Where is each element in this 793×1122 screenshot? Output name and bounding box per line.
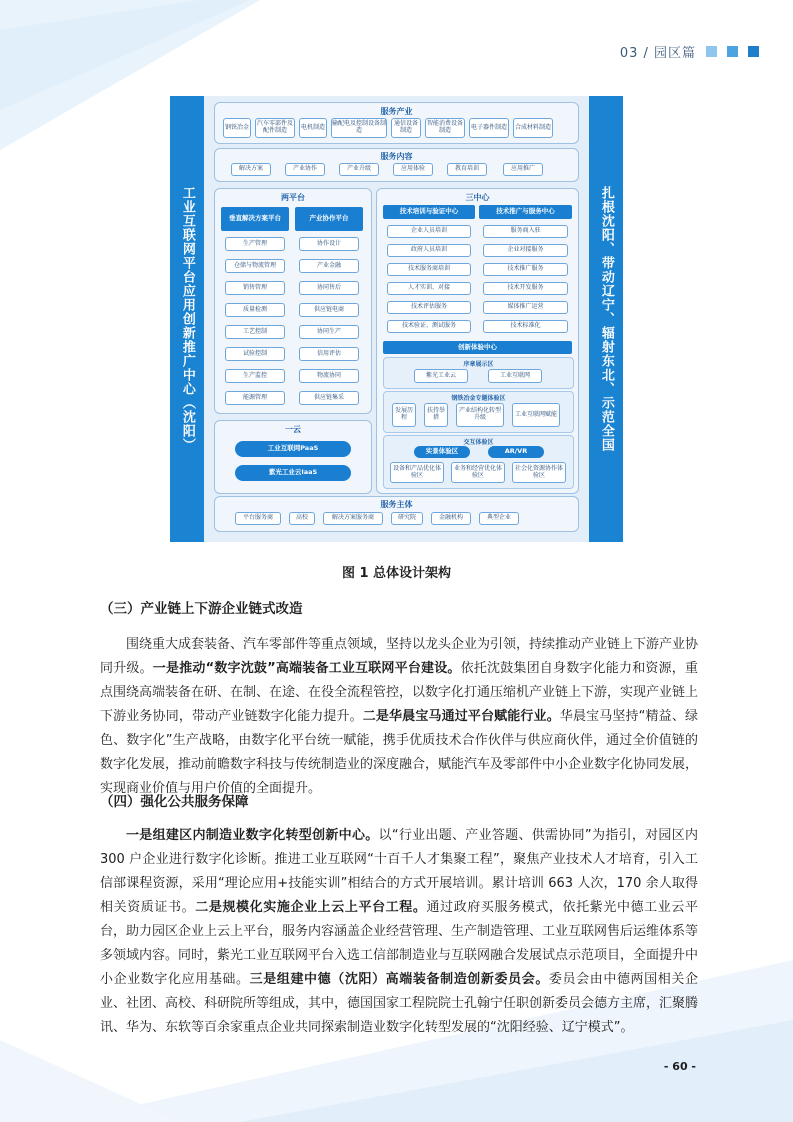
industry-item: 汽车零部件及配件制造 — [255, 118, 295, 138]
steel-item: 扶持举措 — [424, 403, 448, 427]
steel-experience-area — [383, 391, 574, 433]
platform-item: 试验控制 — [225, 347, 285, 361]
platform-item: 生产监控 — [225, 369, 285, 383]
content-item: 产业升级 — [339, 163, 379, 176]
platform-item: 供应链集采 — [299, 391, 359, 405]
steel-item: 发展历程 — [392, 403, 416, 427]
subject-item: 高校 — [289, 512, 315, 525]
subject-item: 平台服务商 — [235, 512, 281, 525]
platform-item: 销售管理 — [225, 281, 285, 295]
paragraph-text: 委员会由中德两国相关企业、社团、高校、科研院所等组成，其中，德国国家工程院院士孔翰宁任职创新委员会德方主席，汇聚腾讯、华为、东软等百余家重点企业共同探索制造业数字化转型发展的“沈阳经验、辽宁模式”。 — [100, 972, 699, 1035]
service-subject-section — [214, 496, 579, 532]
interactive-item: AR/VR — [488, 446, 544, 458]
header-square-icon — [727, 46, 738, 57]
center-item: 媒体推广运营 — [483, 301, 568, 314]
center-column-head: 技术推广与服务中心 — [479, 205, 572, 219]
service-industry-title: 服务产业 — [380, 107, 413, 116]
platform-item: 能源管理 — [225, 391, 285, 405]
center-item: 服务商入驻 — [483, 225, 568, 238]
experience-item: 业务和经营优化体验区 — [451, 462, 505, 483]
platform-item: 协同售后 — [299, 281, 359, 295]
center-item: 技术验证、测试服务 — [387, 320, 471, 333]
paragraph-text: 依托沈鼓集团自身数字化能力和资源，重点围绕高端装备在研、在制、在途、在役全流程管控，以数字化打通压缩机产业链上下游，实现产业链上下游业务协同，带动产业链数字化能力提升。 — [100, 661, 699, 724]
interactive-area-title: 交互体验区 — [463, 439, 494, 446]
cloud-item: 工业互联网PaaS — [235, 441, 351, 457]
industry-item: 智能消费设备制造 — [425, 118, 465, 138]
experience-item: 设备和产品优化体验区 — [390, 462, 444, 483]
industry-item: 电机制造 — [299, 118, 327, 138]
three-centers-section — [376, 188, 579, 494]
center-item: 技术标准化 — [483, 320, 568, 333]
platform-item: 供应链电商 — [299, 303, 359, 317]
subject-item: 解决方案服务商 — [323, 512, 383, 525]
cloud-item: 紫光工业云IaaS — [235, 465, 351, 481]
innovation-center-head: 创新体验中心 — [383, 341, 572, 354]
showroom-item: 紫光工业云 — [414, 369, 468, 383]
platform-item: 物流协同 — [299, 369, 359, 383]
platform-item: 质量检测 — [225, 303, 285, 317]
platform-column-head: 垂直解决方案平台 — [221, 207, 289, 231]
steel-area-title: 钢铁冶金专题体验区 — [451, 395, 506, 402]
steel-item: 产业结构化转型升级 — [456, 403, 504, 427]
two-platforms-section — [214, 188, 372, 414]
paragraph-bold-text: 一是推动“数字沈鼓”高端装备工业互联网平台建设。 — [152, 661, 461, 676]
center-item: 技术评估服务 — [387, 301, 471, 314]
section-label: 03 / 园区篇 — [619, 46, 696, 61]
architecture-figure — [170, 96, 623, 542]
center-item: 人才实训、对接 — [387, 282, 471, 295]
content-item: 解决方案 — [231, 163, 271, 176]
left-banner: 工业互联网平台应用创新推广中心（沈阳） — [170, 96, 204, 542]
paragraph-text: 以“行业出题、产业答题、供需协同”为指引，对园区内 300 户企业进行数字化诊断。推进工业互联网“十百千人才集聚工程”，聚焦产业技术人才培育，引入工信部课程资源，采用“理论应用+技能实训”相结合的方式开展培训。累计培训 663 人次，170 余人取得相关资质证书。 — [100, 828, 698, 915]
interactive-item: 实景体验区 — [414, 446, 470, 458]
platform-item: 生产管理 — [225, 237, 285, 251]
paragraph-bold-text: 一是组建区内制造业数字化转型创新中心。 — [126, 828, 379, 843]
content-item: 应用推广 — [503, 163, 543, 176]
service-subject-title: 服务主体 — [380, 500, 413, 509]
industry-item: 钢铁冶金 — [223, 118, 251, 138]
platform-item: 产业金融 — [299, 259, 359, 273]
platform-item: 协同生产 — [299, 325, 359, 339]
right-banner: 扎根沈阳、带动辽宁、辐射东北、示范全国 — [589, 96, 623, 542]
industry-item: 输配电及控制设备制造 — [331, 118, 387, 138]
three-centers-title: 三中心 — [465, 193, 490, 202]
paragraph-text: 通过政府买服务模式，依托紫光中德工业云平台，助力园区企业上云上平台，服务内容涵盖企业经营管理、生产制造管理、工业互联网售后运维体系等多领域内容。同时，紫光工业互联网平台入选工信部制造业与互联网融合发展试点示范项目，全面提升中小企业数字化应用基础。 — [100, 900, 699, 987]
industry-item: 合成材料制造 — [513, 118, 553, 138]
interactive-experience-area — [383, 435, 574, 489]
showroom-title: 序章展示区 — [463, 361, 494, 368]
section-paragraph — [100, 824, 698, 1040]
experience-item: 社会化资源协作体验区 — [512, 462, 566, 483]
figure-caption: 图 1 总体设计架构 — [341, 566, 452, 581]
two-platforms-title: 两平台 — [281, 193, 305, 202]
paragraph-bold-text: 三是组建中德（沈阳）高端装备制造创新委员会。 — [249, 972, 549, 987]
center-item: 技术服务商培训 — [387, 263, 471, 276]
steel-item: 工业互联网赋能 — [512, 403, 560, 427]
center-item: 技术推广服务 — [483, 263, 568, 276]
center-item: 政府人员培训 — [387, 244, 471, 257]
content-item: 产业协作 — [285, 163, 325, 176]
section-heading: （三）产业链上下游企业链式改造 — [100, 601, 303, 617]
content-item: 教育培训 — [447, 163, 487, 176]
subject-item: 典型企业 — [479, 512, 519, 525]
header-square-icon — [748, 46, 759, 57]
content-item: 应用体验 — [393, 163, 433, 176]
platform-item: 工艺控制 — [225, 325, 285, 339]
paragraph-text: 围绕重大成套装备、汽车零部件等重点领域，坚持以龙头企业为引领，持续推动产业链上下游产业协同升级。 — [100, 637, 699, 676]
industry-item: 电子器件制造 — [469, 118, 509, 138]
section-heading: （四）强化公共服务保障 — [100, 794, 249, 810]
paragraph-text: 华晨宝马坚持“精益、绿色、数字化”生产战略，由数字化平台统一赋能，携手优质技术合作伙伴与供应商伙伴，通过全价值链的数字化发展，推动前瞻数字科技与传统制造业的深度融合，赋能汽车及零部件中小企业数字化协同发展，实现商业价值与用户价值的全面提升。 — [100, 709, 699, 796]
header-square-icon — [706, 46, 717, 57]
industry-item: 通信设备制造 — [391, 118, 421, 138]
one-cloud-title: 一云 — [285, 425, 301, 434]
paragraph-bold-text: 二是华晨宝马通过平台赋能行业。 — [362, 709, 560, 724]
center-column-head: 技术培训与验证中心 — [383, 205, 475, 219]
platform-item: 仓储与物流管理 — [225, 259, 285, 273]
service-industry-section — [214, 102, 579, 144]
showroom-area — [383, 357, 574, 389]
service-content-section — [214, 148, 579, 182]
platform-item: 协作设计 — [299, 237, 359, 251]
showroom-item: 工业互联网 — [488, 369, 542, 383]
diagram-panel — [204, 96, 589, 542]
page-header — [620, 42, 759, 61]
platform-item: 信用评估 — [299, 347, 359, 361]
page-number: - 60 - — [663, 1060, 696, 1073]
subject-item: 金融机构 — [431, 512, 471, 525]
section-paragraph — [100, 633, 698, 801]
center-item: 企业对接服务 — [483, 244, 568, 257]
platform-column-head: 产业协作平台 — [295, 207, 363, 231]
paragraph-bold-text: 二是规模化实施企业上云上平台工程。 — [195, 900, 427, 915]
center-item: 企业人员培训 — [387, 225, 471, 238]
one-cloud-section — [214, 420, 372, 494]
service-content-title: 服务内容 — [380, 152, 413, 161]
center-item: 技术开发服务 — [483, 282, 568, 295]
subject-item: 研究院 — [391, 512, 423, 525]
